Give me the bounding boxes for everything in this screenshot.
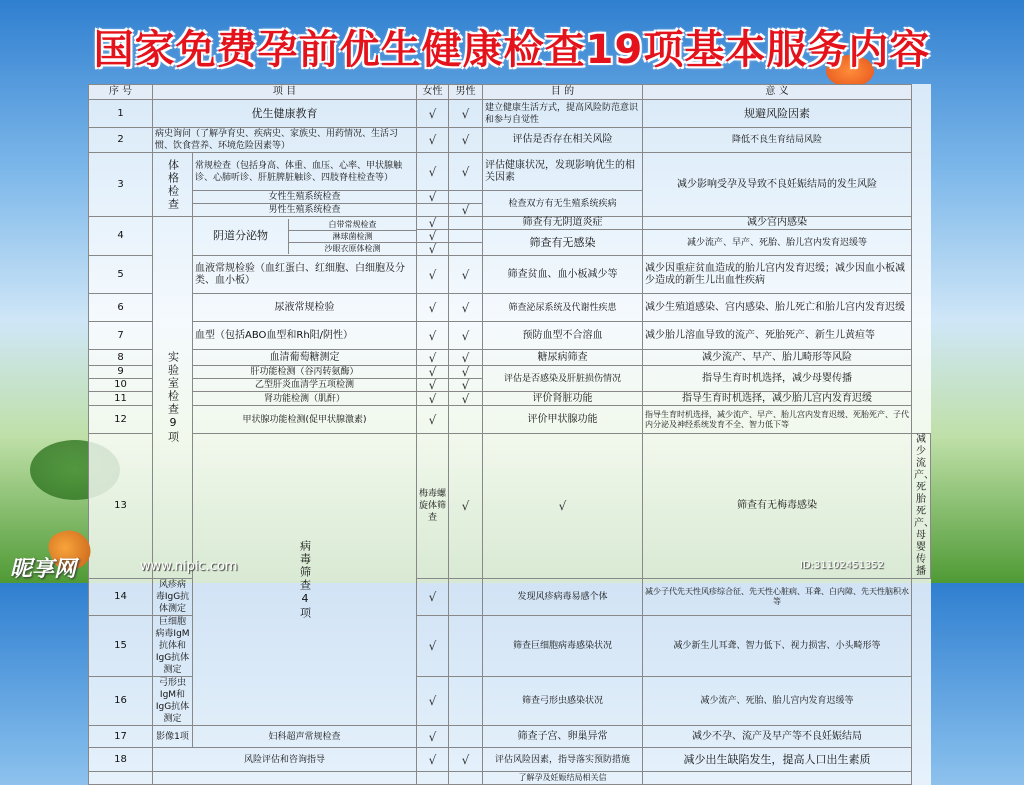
row-item: 梅毒螺旋体筛查 bbox=[417, 434, 449, 579]
table-row bbox=[89, 350, 931, 366]
male-empty bbox=[449, 230, 483, 243]
row-meaning: 减少流产、死胎死产、母婴传播 bbox=[912, 434, 931, 579]
row-item: 女性生殖系统检查 bbox=[193, 191, 417, 204]
row-item: 病史询问（了解孕育史、疾病史、家族史、用药情况、生活习惯、饮食营养、环境危险因素等） bbox=[153, 128, 417, 153]
row-no: 5 bbox=[89, 256, 153, 294]
male-empty bbox=[449, 677, 483, 726]
table-row bbox=[89, 256, 931, 294]
sub-item: 白带常规检查 bbox=[289, 219, 416, 231]
row-no: 3 bbox=[89, 153, 153, 217]
female-check: √ bbox=[449, 434, 483, 579]
male-empty bbox=[449, 616, 483, 677]
table-row bbox=[89, 406, 931, 434]
row-meaning: 减少不孕、流产及早产等不良妊娠结局 bbox=[643, 726, 912, 748]
row-no: 6 bbox=[89, 294, 153, 322]
row-item: 血液常规检验（血红蛋白、红细胞、白细胞及分类、血小板） bbox=[193, 256, 417, 294]
row-meaning: 指导生育时机选择，减少胎儿宫内发育迟缓 bbox=[643, 392, 912, 406]
row-meaning: 降低不良生育结局风险 bbox=[643, 128, 912, 153]
row-purpose: 预防血型不合溶血 bbox=[483, 322, 643, 350]
row-purpose: 评估是否感染及肝脏损伤情况 bbox=[483, 366, 643, 392]
male-empty bbox=[449, 579, 483, 616]
row-no: 17 bbox=[89, 726, 153, 748]
male-empty bbox=[449, 406, 483, 434]
female-check: √ bbox=[417, 379, 449, 392]
row-meaning: 减少生殖道感染、宫内感染、胎儿死亡和胎儿宫内发育迟缓 bbox=[643, 294, 912, 322]
row-item: 弓形虫IgM和IgG抗体测定 bbox=[153, 677, 193, 726]
row-no: 18 bbox=[89, 748, 153, 772]
row-no: 14 bbox=[89, 579, 153, 616]
row-item: 男性生殖系统检查 bbox=[193, 204, 417, 217]
watermark-url: www.nipic.com bbox=[140, 559, 238, 574]
row-purpose: 发现风疹病毒易感个体 bbox=[483, 579, 643, 616]
male-check: √ bbox=[449, 379, 483, 392]
row-purpose: 评估风险因素，指导落实预防措施 bbox=[483, 748, 643, 772]
male-check: √ bbox=[449, 128, 483, 153]
row-meaning: 减少影响受孕及导致不良妊娠结局的发生风险 bbox=[643, 153, 912, 217]
row-meaning: 减少胎儿溶血导致的流产、死胎死产、新生儿黄疸等 bbox=[643, 322, 912, 350]
female-check: √ bbox=[417, 406, 449, 434]
row-purpose: 筛查巨细胞病毒感染状况 bbox=[483, 616, 643, 677]
row-purpose: 筛查有无感染 bbox=[483, 230, 643, 256]
female-check: √ bbox=[417, 616, 449, 677]
row-purpose: 评估是否存在相关风险 bbox=[483, 128, 643, 153]
female-check: √ bbox=[417, 294, 449, 322]
row-meaning: 减少因重症贫血造成的胎儿宫内发育迟缓；减少因血小板减少造成的新生儿出血性疾病 bbox=[643, 256, 912, 294]
row-purpose: 筛查有无梅毒感染 bbox=[643, 434, 912, 579]
group-physical: 体格检查 bbox=[153, 153, 193, 217]
row-meaning: 减少流产、死胎、胎儿宫内发育迟缓等 bbox=[643, 677, 912, 726]
row-purpose: 评价肾脏功能 bbox=[483, 392, 643, 406]
sub-item: 淋球菌检测 bbox=[289, 231, 416, 243]
row-item-cell bbox=[193, 217, 417, 256]
watermark-id: ID:31102451352 bbox=[800, 560, 885, 571]
female-check: √ bbox=[417, 191, 449, 204]
table-row bbox=[89, 128, 931, 153]
row-no: 9 bbox=[89, 366, 153, 379]
female-check: √ bbox=[417, 230, 449, 243]
table-row bbox=[89, 366, 931, 379]
header-no: 序 号 bbox=[89, 85, 153, 100]
row-no: 2 bbox=[89, 128, 153, 153]
row-meaning: 减少出生缺陷发生，提高人口出生素质 bbox=[643, 748, 912, 772]
service-table bbox=[88, 84, 934, 785]
female-check: √ bbox=[417, 677, 449, 726]
female-check: √ bbox=[417, 256, 449, 294]
row-item: 巨细胞病毒IgM抗体和IgG抗体测定 bbox=[153, 616, 193, 677]
row-no: 13 bbox=[89, 434, 153, 579]
row-item: 尿液常规检验 bbox=[193, 294, 417, 322]
female-check: √ bbox=[417, 153, 449, 191]
row-no: 10 bbox=[89, 379, 153, 392]
female-empty bbox=[417, 204, 449, 217]
header-row bbox=[89, 85, 931, 100]
male-check: √ bbox=[449, 153, 483, 191]
row-purpose: 建立健康生活方式，提高风险防范意识和参与自觉性 bbox=[483, 100, 643, 128]
male-check: √ bbox=[449, 204, 483, 217]
female-check: √ bbox=[417, 350, 449, 366]
row-meaning: 规避风险因素 bbox=[643, 100, 912, 128]
row-no: 4 bbox=[89, 217, 153, 256]
male-check: √ bbox=[449, 256, 483, 294]
row-no: 8 bbox=[89, 350, 153, 366]
row-no: 15 bbox=[89, 616, 153, 677]
row-item bbox=[153, 772, 417, 785]
table-row bbox=[89, 748, 931, 772]
row-purpose: 筛查贫血、血小板减少等 bbox=[483, 256, 643, 294]
row-meaning: 指导生育时机选择，减少流产、早产、胎儿宫内发育迟缓、死胎死产、子代内分泌及神经系统发育不全、智力低下等 bbox=[643, 406, 912, 434]
row-item: 血型（包括ABO血型和Rh阳/阴性） bbox=[193, 322, 417, 350]
table-row bbox=[89, 100, 931, 128]
row-item: 常规检查（包括身高、体重、血压、心率、甲状腺触诊、心肺听诊、肝脏脾脏触诊、四肢脊柱检查等） bbox=[193, 153, 417, 191]
row-no: 16 bbox=[89, 677, 153, 726]
female-check: √ bbox=[417, 392, 449, 406]
male-empty bbox=[449, 772, 483, 785]
row-meaning: 减少宫内感染 bbox=[643, 217, 912, 230]
female-check: √ bbox=[417, 322, 449, 350]
row-no: 1 bbox=[89, 100, 153, 128]
table-row bbox=[89, 726, 931, 748]
male-check: √ bbox=[449, 322, 483, 350]
row-purpose: 筛查有无阴道炎症 bbox=[483, 217, 643, 230]
row-no: 11 bbox=[89, 392, 153, 406]
group-lab: 实验室检查9项 bbox=[153, 217, 193, 579]
male-check: √ bbox=[449, 350, 483, 366]
row-purpose: 了解孕及妊娠结局相关信 bbox=[483, 772, 643, 785]
row-purpose: 筛查弓形虫感染状况 bbox=[483, 677, 643, 726]
table-row bbox=[89, 294, 931, 322]
female-empty bbox=[417, 772, 449, 785]
female-check: √ bbox=[417, 366, 449, 379]
table-row bbox=[89, 772, 931, 785]
male-empty bbox=[449, 726, 483, 748]
sub-item: 沙眼衣原体检测 bbox=[324, 243, 381, 253]
female-check: √ bbox=[417, 748, 449, 772]
row-purpose: 糖尿病筛查 bbox=[483, 350, 643, 366]
row-meaning: 减少流产、早产、胎儿畸形等风险 bbox=[643, 350, 912, 366]
group-image: 影像1项 bbox=[153, 726, 193, 748]
header-male: 男性 bbox=[449, 85, 483, 100]
table-row bbox=[89, 322, 931, 350]
female-check: √ bbox=[417, 128, 449, 153]
header-female: 女性 bbox=[417, 85, 449, 100]
female-check: √ bbox=[417, 243, 449, 256]
row-purpose: 筛查泌尿系统及代谢性疾患 bbox=[483, 294, 643, 322]
row-item: 肝功能检测（谷丙转氨酶） bbox=[193, 366, 417, 379]
row-meaning bbox=[643, 772, 912, 785]
row-purpose: 检查双方有无生殖系统疾病 bbox=[483, 191, 643, 217]
row-item: 妇科超声常规检查 bbox=[193, 726, 417, 748]
row-meaning: 减少子代先天性风疹综合征、先天性心脏病、耳聋、白内障、先天性脑积水等 bbox=[643, 579, 912, 616]
header-purpose: 目 的 bbox=[483, 85, 643, 100]
male-check: √ bbox=[449, 366, 483, 379]
row-item: 风险评估和咨询指导 bbox=[153, 748, 417, 772]
row-item: 乙型肝炎血清学五项检测 bbox=[193, 379, 417, 392]
row-purpose: 评价甲状腺功能 bbox=[483, 406, 643, 434]
row-item: 优生健康教育 bbox=[153, 100, 417, 128]
male-check: √ bbox=[449, 294, 483, 322]
row-no bbox=[89, 772, 153, 785]
row-item: 甲状腺功能检测(促甲状腺激素) bbox=[193, 406, 417, 434]
table-row bbox=[89, 392, 931, 406]
male-check: √ bbox=[483, 434, 643, 579]
male-check: √ bbox=[449, 392, 483, 406]
row-item: 血清葡萄糖测定 bbox=[193, 350, 417, 366]
group-virus: 病毒筛查4项 bbox=[193, 434, 417, 726]
row-meaning: 指导生育时机选择，减少母婴传播 bbox=[643, 366, 912, 392]
row-item: 风疹病毒IgG抗体测定 bbox=[153, 579, 193, 616]
male-empty bbox=[449, 217, 483, 230]
row-purpose: 筛查子宫、卵巢异常 bbox=[483, 726, 643, 748]
female-check: √ bbox=[417, 579, 449, 616]
female-check: √ bbox=[417, 726, 449, 748]
table-row bbox=[89, 434, 931, 579]
male-check: √ bbox=[449, 100, 483, 128]
female-check: √ bbox=[417, 217, 449, 230]
row-no: 12 bbox=[89, 406, 153, 434]
row-no: 7 bbox=[89, 322, 153, 350]
table-row bbox=[89, 217, 931, 230]
row-purpose: 评估健康状况，发现影响优生的相关因素 bbox=[483, 153, 643, 191]
male-check: √ bbox=[449, 748, 483, 772]
page-title: 国家免费孕前优生健康检查19项基本服务内容 bbox=[93, 27, 931, 73]
row-meaning: 减少新生儿耳聋、智力低下、视力损害、小头畸形等 bbox=[643, 616, 912, 677]
row-item: 肾功能检测（肌酐） bbox=[193, 392, 417, 406]
row-item: 阴道分泌物 bbox=[213, 229, 268, 242]
male-empty bbox=[449, 191, 483, 204]
female-check: √ bbox=[417, 100, 449, 128]
watermark-brand: 昵享网 bbox=[10, 557, 77, 582]
header-item: 项 目 bbox=[153, 85, 417, 100]
header-meaning: 意 义 bbox=[643, 85, 912, 100]
row-meaning: 减少流产、早产、死胎、胎儿宫内发育迟缓等 bbox=[643, 230, 912, 256]
table-row bbox=[89, 153, 931, 191]
male-empty bbox=[449, 243, 483, 256]
